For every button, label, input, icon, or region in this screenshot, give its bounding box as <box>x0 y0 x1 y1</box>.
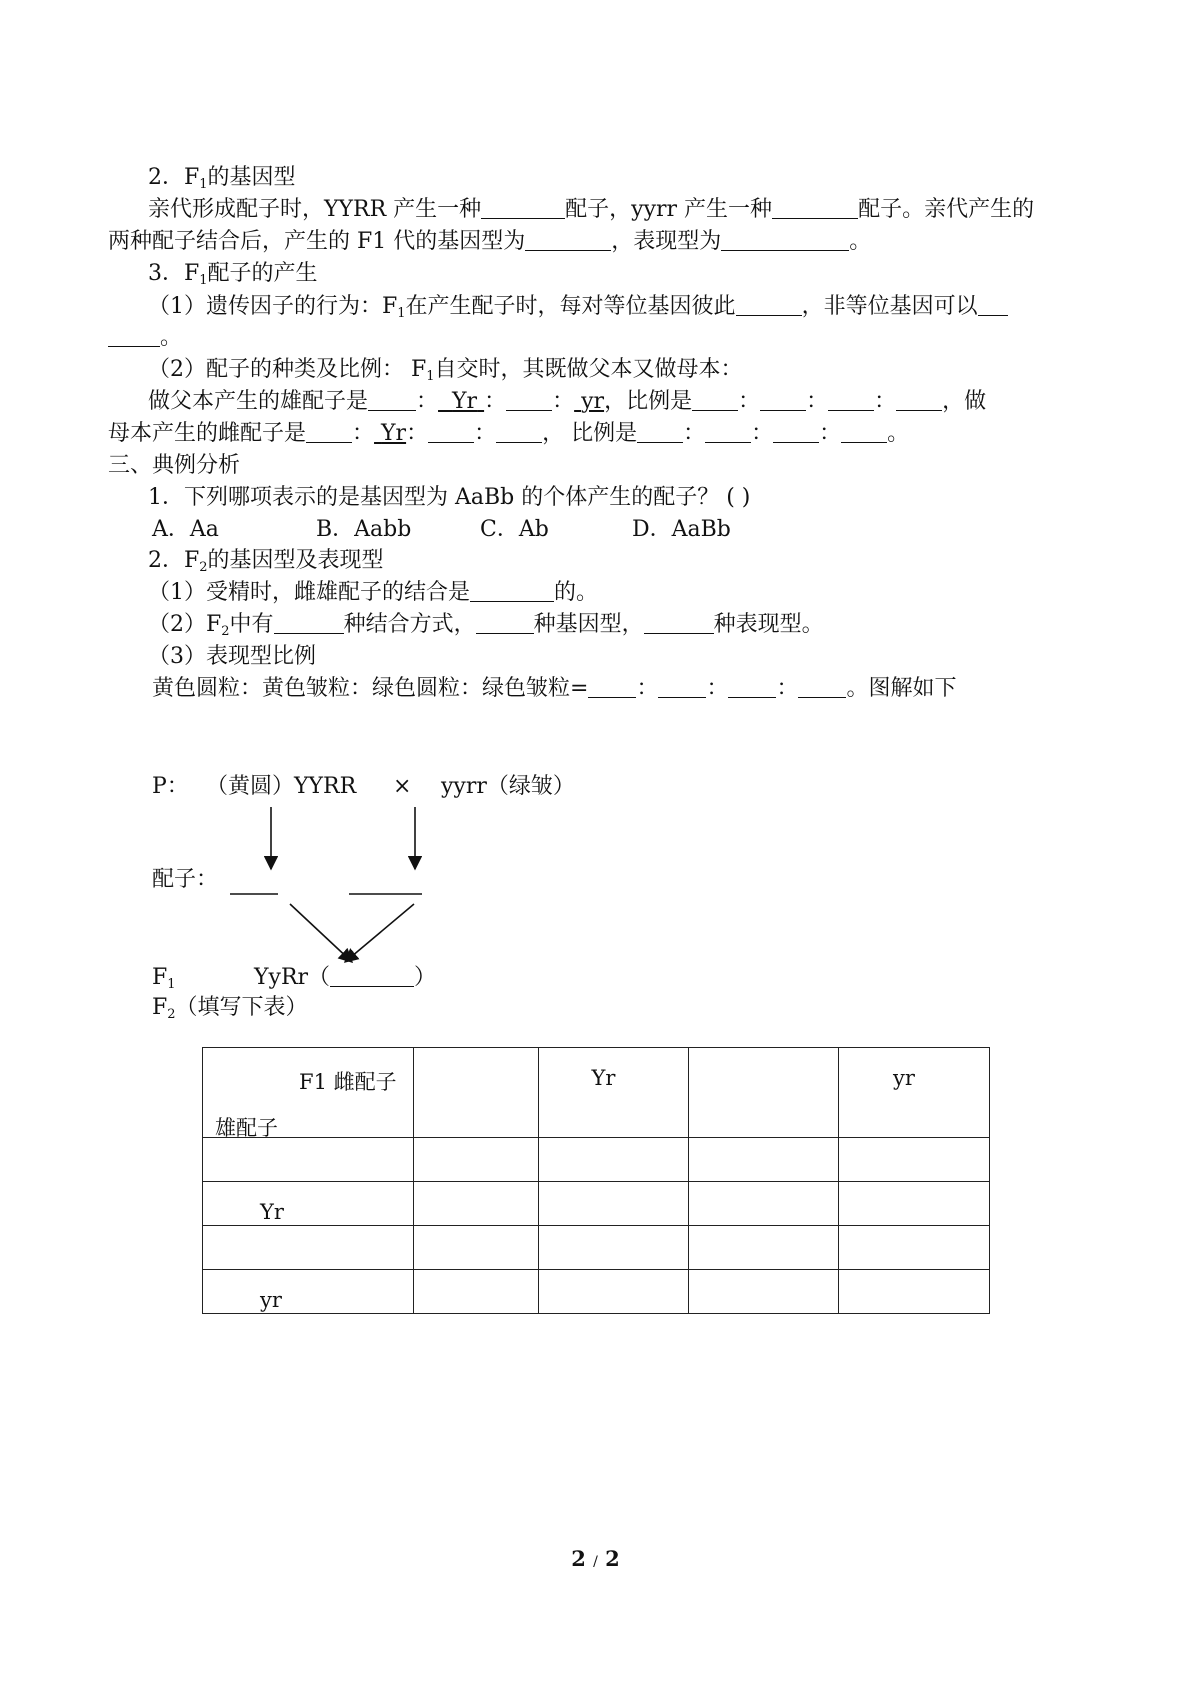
table-cell[interactable] <box>689 1138 839 1182</box>
row-header-1 <box>203 1138 414 1182</box>
col-header-1 <box>414 1048 539 1138</box>
answer-blank[interactable] <box>470 579 554 602</box>
table-corner-cell <box>203 1048 414 1138</box>
answer-blank[interactable] <box>841 420 887 443</box>
arrow-converge-right <box>345 904 414 962</box>
male-gametes-line: 做父本产生的雄配子是 ： Yr ： ： yr，比例是 ： ： ： ，做 <box>148 389 987 414</box>
answer-blank[interactable] <box>721 228 849 251</box>
header-female-gametes: F1 雌配子 <box>299 1070 397 1094</box>
combination-count-line: $(2)F_2$中有 种结合方式， 种基因型， 种表现型。 <box>148 612 824 639</box>
answer-blank[interactable] <box>476 611 534 634</box>
phenotype-ratio-heading: （3）表现型比例 <box>148 644 316 669</box>
table-cell[interactable] <box>539 1138 689 1182</box>
answer-blank[interactable] <box>828 388 874 411</box>
answer-blank[interactable] <box>496 420 542 443</box>
table-cell[interactable] <box>689 1226 839 1270</box>
table-cell[interactable] <box>839 1182 990 1226</box>
option-b[interactable]: B．Aabb <box>316 517 412 542</box>
table-cell[interactable] <box>839 1270 990 1314</box>
table-cell[interactable] <box>414 1138 539 1182</box>
answer-blank[interactable] <box>644 611 714 634</box>
diagram-parent-left: （黄圆）YYRR <box>206 774 357 799</box>
answer-blank[interactable] <box>978 293 1008 316</box>
answer-blank[interactable] <box>705 420 751 443</box>
diagram-f1-label: $F_1$ <box>152 965 176 992</box>
diagram-cross-sign: × <box>393 774 412 799</box>
answer-blank[interactable] <box>772 196 858 219</box>
answer-blank[interactable] <box>330 964 414 987</box>
table-cell[interactable] <box>839 1138 990 1182</box>
answer-blank[interactable] <box>728 675 776 698</box>
answer-blank[interactable] <box>692 388 738 411</box>
f1-genotype-line-2: 两种配子结合后，产生的 F1 代的基因型为 ，表现型为 。 <box>108 229 872 254</box>
gamete-types-line: （2）配子的种类及比例： $F_1$自交时，其既做父本又做母本： <box>148 357 743 384</box>
section-example-analysis-title: 三、典例分析 <box>108 453 241 478</box>
answer-blank[interactable] <box>736 293 802 316</box>
section-f1-gametes-heading: 3．$F_1$配子的产生 <box>148 261 318 288</box>
row-header-2: Yr <box>203 1182 414 1226</box>
punnett-table <box>202 1047 990 1314</box>
answer-blank[interactable] <box>588 675 636 698</box>
phenotype-ratio-line: 黄色圆粒：黄色皱粒：绿色圆粒：绿色皱粒= ： ： ： 。图解如下 <box>152 676 957 701</box>
section-f1-genotype-heading: 2．$F_1$的基因型 <box>148 165 296 192</box>
row-header-3 <box>203 1226 414 1270</box>
arrow-converge-left <box>290 904 352 962</box>
diagram-f2-label: $F_2$（填写下表） <box>152 995 308 1022</box>
diagram-gamete-label: 配子： <box>152 867 219 892</box>
table-cell[interactable] <box>414 1182 539 1226</box>
gamete-yr-underlined: Yr <box>452 389 478 414</box>
answer-blank[interactable] <box>658 675 706 698</box>
diagram-parent-right: yyrr（绿皱） <box>441 774 575 799</box>
gene-behavior-line: （1）遗传因子的行为：$F_1$在产生配子时，每对等位基因彼此 ，非等位基因可以 <box>148 292 1008 329</box>
answer-blank[interactable] <box>306 420 352 443</box>
table-cell[interactable] <box>414 1226 539 1270</box>
answer-blank[interactable] <box>637 420 683 443</box>
option-d[interactable]: D．AaBb <box>632 517 731 542</box>
answer-blank[interactable] <box>896 388 942 411</box>
option-a[interactable]: A．Aa <box>152 517 219 542</box>
page-number: 2 / 2 <box>571 1546 620 1571</box>
option-c[interactable]: C．Ab <box>480 517 549 542</box>
answer-blank[interactable] <box>525 228 611 251</box>
table-cell[interactable] <box>689 1182 839 1226</box>
table-cell[interactable] <box>539 1182 689 1226</box>
answer-blank[interactable] <box>108 324 160 347</box>
f1-genotype-line-1: 亲代形成配子时，YYRR 产生一种 配子，yyrr 产生一种 配子。亲代产生的 <box>148 197 1035 222</box>
diagram-f1-genotype: YyRr（ ） <box>254 965 437 990</box>
question-1: 1．下列哪项表示的是基因型为 AaBb 的个体产生的配子？ ( ) <box>148 485 751 510</box>
gamete-yr-underlined: Yr <box>381 421 407 446</box>
answer-blank[interactable] <box>481 196 565 219</box>
question-1-options <box>152 515 731 545</box>
female-gametes-line: 母本产生的雌配子是 ： Yr： ： ， 比例是 ： ： ： 。 <box>108 421 910 446</box>
diagram-p-label: P： <box>152 774 189 799</box>
table-cell[interactable] <box>839 1226 990 1270</box>
table-cell[interactable] <box>539 1270 689 1314</box>
answer-blank[interactable] <box>506 388 552 411</box>
answer-blank[interactable] <box>428 420 474 443</box>
row-header-4: yr <box>203 1270 414 1314</box>
table-cell[interactable] <box>539 1226 689 1270</box>
answer-blank[interactable] <box>368 388 416 411</box>
answer-blank[interactable] <box>274 611 344 634</box>
gamete-yr-lower-underlined: yr <box>581 389 605 414</box>
gene-behavior-continuation: 。 <box>108 323 182 353</box>
table-cell[interactable] <box>414 1270 539 1314</box>
col-header-2: Yr <box>539 1048 689 1138</box>
section-f2-heading: 2．$F_2$的基因型及表现型 <box>148 548 384 575</box>
answer-blank[interactable] <box>760 388 806 411</box>
answer-blank[interactable] <box>773 420 819 443</box>
header-male-gametes: 雄配子 <box>215 1116 278 1140</box>
col-header-4: yr <box>839 1048 990 1138</box>
answer-blank[interactable] <box>798 675 846 698</box>
table-cell[interactable] <box>689 1270 839 1314</box>
fertilization-line: （1）受精时，雌雄配子的结合是 的。 <box>148 580 599 605</box>
col-header-3 <box>689 1048 839 1138</box>
